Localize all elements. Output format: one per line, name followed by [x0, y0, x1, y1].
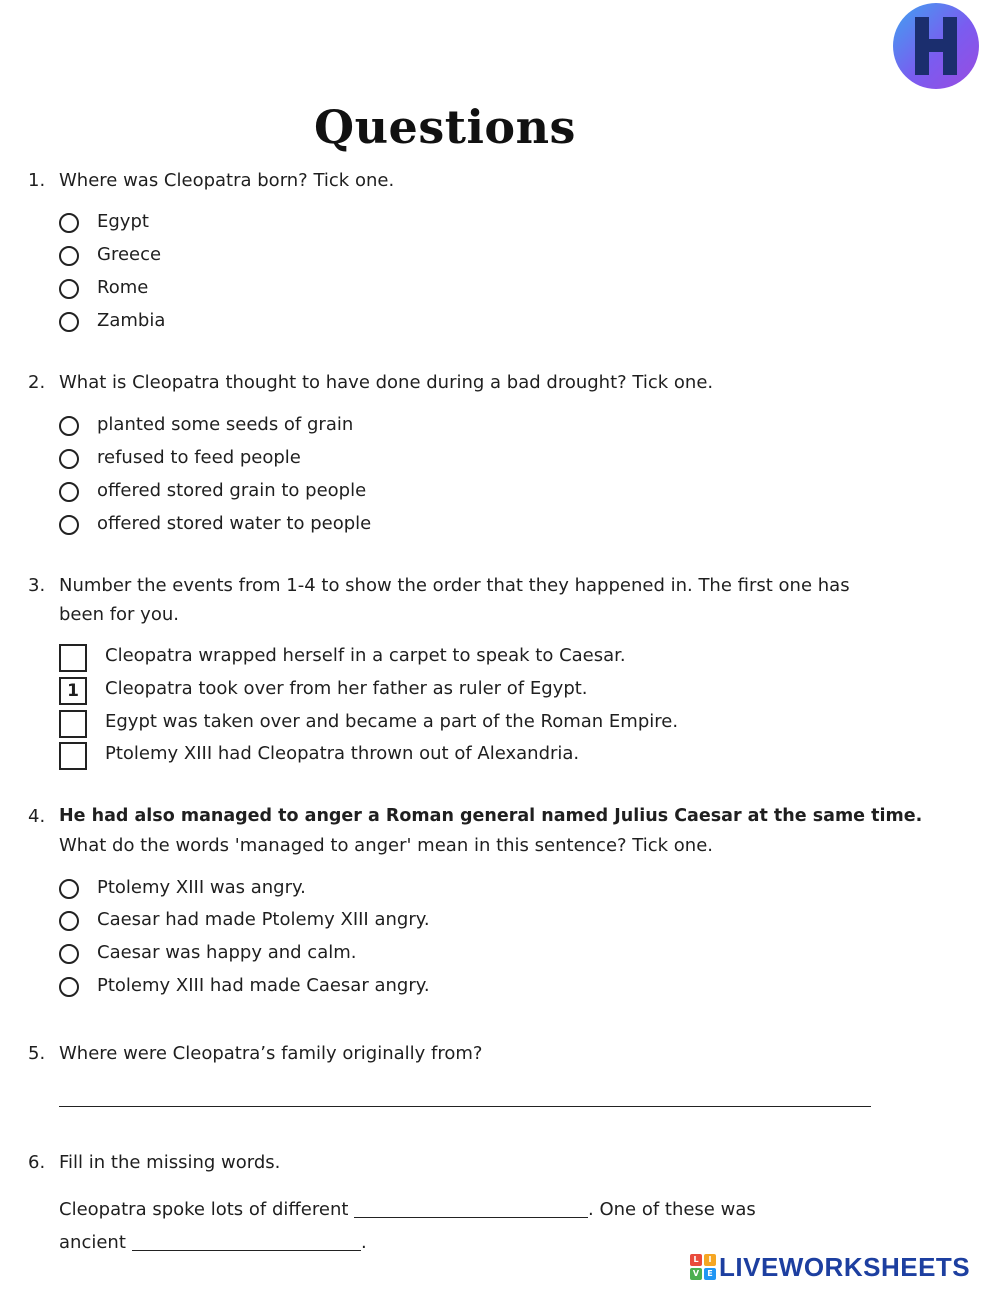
- q3-event: Egypt was taken over and became a part of the Roman Empire.: [105, 711, 679, 732]
- q4-option: Ptolemy XIII had made Caesar angry.: [97, 975, 430, 996]
- q3-event: Cleopatra wrapped herself in a carpet to speak to Caesar.: [105, 645, 626, 666]
- q3-order-box-4[interactable]: [59, 742, 87, 770]
- q6-text: Fill in the missing words.: [59, 1152, 281, 1173]
- q4-number: 4.: [28, 806, 46, 827]
- q1-radio-rome[interactable]: [59, 279, 79, 299]
- badge-letter: E: [704, 1268, 716, 1280]
- q1-option: Egypt: [97, 211, 149, 232]
- badge-letter: L: [690, 1254, 702, 1266]
- liveworksheets-logo: [690, 1250, 970, 1284]
- badge-letter: V: [690, 1268, 702, 1280]
- q4-radio-4[interactable]: [59, 977, 79, 997]
- q2-radio-3[interactable]: [59, 482, 79, 502]
- q6-number: 6.: [28, 1152, 46, 1173]
- q2-option: offered stored water to people: [97, 513, 372, 534]
- liveworksheets-badge-icon: [690, 1254, 716, 1280]
- q2-radio-4[interactable]: [59, 515, 79, 535]
- h-logo-icon: [893, 3, 979, 89]
- q6-line2-after: .: [361, 1232, 367, 1253]
- q4-radio-2[interactable]: [59, 911, 79, 931]
- q2-number: 2.: [28, 372, 46, 393]
- page-title: Questions: [314, 100, 576, 154]
- q2-radio-2[interactable]: [59, 449, 79, 469]
- h-logo: [893, 3, 979, 89]
- q2-radio-1[interactable]: [59, 416, 79, 436]
- q4-option: Ptolemy XIII was angry.: [97, 877, 306, 898]
- q2-option: refused to feed people: [97, 447, 301, 468]
- q3-order-box-2[interactable]: 1: [59, 677, 87, 705]
- q4-option: Caesar was happy and calm.: [97, 942, 357, 963]
- q5-answer-line[interactable]: [59, 1106, 871, 1107]
- q4-radio-1[interactable]: [59, 879, 79, 899]
- q1-number: 1.: [28, 170, 46, 191]
- q1-radio-zambia[interactable]: [59, 312, 79, 332]
- q4-option: Caesar had made Ptolemy XIII angry.: [97, 909, 430, 930]
- q4-radio-3[interactable]: [59, 944, 79, 964]
- q3-text-line2: been for you.: [59, 604, 179, 625]
- q2-text: What is Cleopatra thought to have done during a bad drought? Tick one.: [59, 372, 714, 393]
- q5-number: 5.: [28, 1043, 46, 1064]
- q6-blank-2[interactable]: [132, 1250, 361, 1251]
- q6-line1-before: Cleopatra spoke lots of different: [59, 1199, 349, 1220]
- q5-text: Where were Cleopatra’s family originally from?: [59, 1043, 483, 1064]
- q1-radio-greece[interactable]: [59, 246, 79, 266]
- badge-letter: I: [704, 1254, 716, 1266]
- q3-text-line1: Number the events from 1-4 to show the order that they happened in. The first one has: [59, 575, 850, 596]
- q6-line1-after: . One of these was: [588, 1199, 756, 1220]
- q1-option: Zambia: [97, 310, 166, 331]
- q1-option: Greece: [97, 244, 162, 265]
- q1-radio-egypt[interactable]: [59, 213, 79, 233]
- q3-order-box-1[interactable]: [59, 644, 87, 672]
- q3-event: Cleopatra took over from her father as ruler of Egypt.: [105, 678, 588, 699]
- q6-line2-before: ancient: [59, 1232, 126, 1253]
- q1-text: Where was Cleopatra born? Tick one.: [59, 170, 395, 191]
- q3-number: 3.: [28, 575, 46, 596]
- q1-option: Rome: [97, 277, 149, 298]
- q2-option: planted some seeds of grain: [97, 414, 354, 435]
- q6-blank-1[interactable]: [354, 1217, 588, 1218]
- q2-option: offered stored grain to people: [97, 480, 367, 501]
- q4-text: What do the words 'managed to anger' mean in this sentence? Tick one.: [59, 835, 713, 856]
- q3-event: Ptolemy XIII had Cleopatra thrown out of Alexandria.: [105, 743, 580, 764]
- q4-quote: He had also managed to anger a Roman general named Julius Caesar at the same time.: [59, 806, 923, 826]
- q3-order-box-3[interactable]: [59, 710, 87, 738]
- liveworksheets-wordmark: LIVEWORKSHEETS: [719, 1251, 971, 1282]
